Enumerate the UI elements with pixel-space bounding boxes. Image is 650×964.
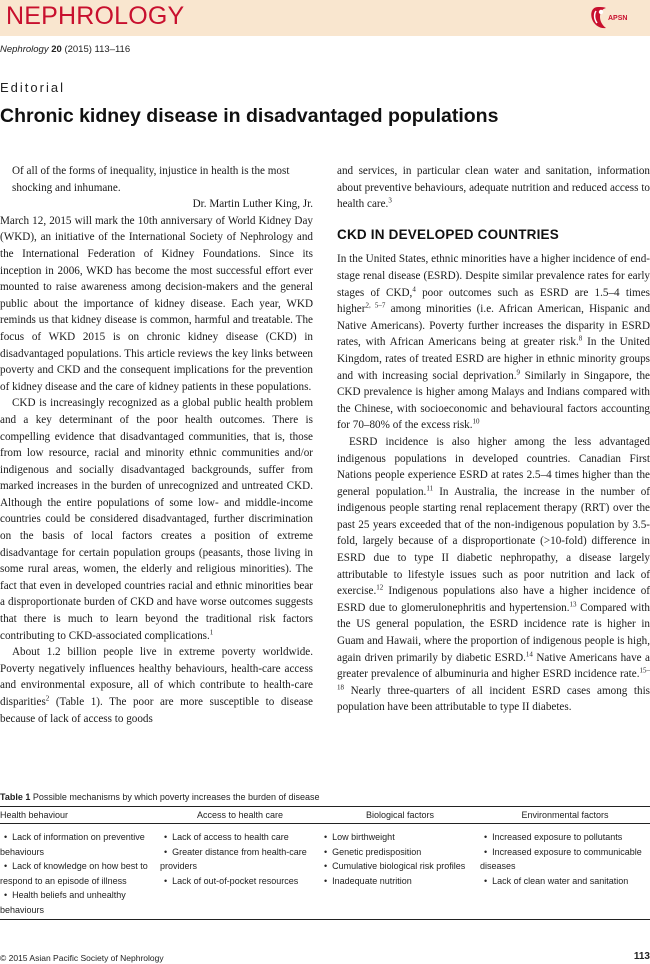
list-item: • Lack of access to health care <box>160 830 316 845</box>
epigraph-quote: Of all of the forms of inequality, injustice in health is the most shocking and inhumane. <box>12 165 290 194</box>
section-label: Editorial <box>0 80 65 95</box>
body-paragraph: CKD is increasingly recognized as a global public health problem and a key determinant of the poor health outcomes. There is compelling evidence that disadvantaged communities, that is, those from low resource, racial and minority ethnic communities and/or indigenous and socially disadvantaged backgrounds, suffer from marked increases in the burden of unrecognized and untreated CKD. Although the entire populations of some low- and middle-income countries could be considered disadvantaged, further discrimination on the basis of local factors creates a position of extreme disadvantage for certain population groups (peasants, those living in some rural areas, women, the elderly and religious minorities). The fact that even in developed countries racial and ethnic minorities bear a disproportionate burden of CKD and have worse outcomes suggests that there is much to learn beyond the traditional risk factors contributing to CKD-associated complications.$^1$ <box>0 397 313 642</box>
table-cell-access <box>160 824 320 920</box>
table-1 <box>0 792 650 920</box>
list-item: • Inadequate nutrition <box>320 874 476 889</box>
list-item: • Genetic predisposition <box>320 845 476 860</box>
logo-text: APSN <box>608 15 628 22</box>
list-item: • Increased exposure to communicable diseases <box>480 845 646 874</box>
right-column <box>337 163 650 716</box>
body-paragraph: and services, in particular clean water and sanitation, information about preventive behaviours, adequate nutrition and reduced access to health care.$^3$ <box>337 165 650 211</box>
list-item: • Lack of out-of-pocket resources <box>160 874 316 889</box>
table-cell-biological <box>320 824 480 920</box>
list-item: • Health beliefs and unhealthy behaviours <box>0 888 156 917</box>
body-paragraph: ESRD incidence is also higher among the less advantaged indigenous populations in developed countries. Canadian First Nations people experience ESRD at rates 2.5–4 times higher than the general population.$^{11}$ In Australia, the increase in the number of indigenous people starting renal replacement therapy (RRT) over the past 25 years exceeded that of the non-indigenous population by 3.5-fold, largely because of a disproportionate (>10-fold) difference in ESRD due to type II diabetic nephropathy, a disease largely attributable to lifestyle issues such as poor nutrition and lack of exercise.$^{12}$ Indigenous populations also have a higher incidence of ESRD due to glomerulonephritis and hypertension.$^{13}$ Compared with the US general population, the ESRD incidence rate is higher in Guam and Hawaii, where the proportion of indigenous people is high, again driven primarily by diabetic ESRD.$^{14}$ Native Americans have a greater prevalence of albuminuria and higher ESRD incidence rate.$^{15-18}$ Nearly three-quarters of all incident ESRD cases among this population have been attributable to type II diabetes. <box>337 435 650 714</box>
citation-volume: 20 <box>51 44 62 55</box>
table-caption: Table 1 Possible mechanisms by which poverty increases the burden of disease <box>0 792 320 802</box>
body-paragraph: About 1.2 billion people live in extreme poverty worldwide. Poverty negatively influences healthy behaviours, health-care access and environmental exposure, all of which contribute to health-care disparities$^2$ (Table 1). The poor are more susceptible to disease because of lack of access to goods <box>0 646 313 725</box>
list-item: • Increased exposure to pollutants <box>480 830 646 845</box>
table-header: Access to health care <box>160 807 320 824</box>
table-bottom-rule <box>0 919 650 920</box>
table-header: Environmental factors <box>480 807 650 824</box>
citation-rest: (2015) 113–116 <box>61 44 131 55</box>
page-number: 113 <box>633 951 650 962</box>
table-header: Health behaviour <box>0 807 160 824</box>
list-item: • Low birthweight <box>320 830 476 845</box>
table-cell-health-behaviour <box>0 824 160 920</box>
left-column <box>0 163 313 727</box>
list-item: • Greater distance from health-care providers <box>160 845 316 874</box>
table-header: Biological factors <box>320 807 480 824</box>
article-title: Chronic kidney disease in disadvantaged populations <box>0 105 499 127</box>
citation-journal: Nephrology <box>0 44 49 55</box>
epigraph-author: Dr. Martin Luther King, Jr. <box>192 198 313 211</box>
list-item: • Lack of knowledge on how best to respond to an episode of illness <box>0 859 156 888</box>
body-paragraph: March 12, 2015 will mark the 10th anniversary of World Kidney Day (WKD), an initiative of the International Society of Nephrology and the International Federation of Kidney Foundations. Since its inception in 2006, WKD has become the most successful effort ever mounted to raise awareness among decision-makers and the general public about the importance of kidney disease. Each year, WKD reminds us that kidney disease is common, harmful and treatable. The focus of WKD 2015 is on chronic kidney disease (CKD) in disadvantaged populations. This article reviews the key links between poverty and CKD and the consequent implications for the prevention of kidney disease and the care of kidney patients in these populations. <box>0 214 313 393</box>
table-cell-environmental <box>480 824 650 920</box>
mechanisms-table <box>0 806 650 919</box>
list-item: • Lack of clean water and sanitation <box>480 874 646 889</box>
citation-line <box>0 44 130 55</box>
list-item: • Lack of information on preventive behaviours <box>0 830 156 859</box>
section-heading: CKD IN DEVELOPED COUNTRIES <box>337 226 559 242</box>
journal-name: NEPHROLOGY <box>6 2 185 30</box>
copyright: © 2015 Asian Pacific Society of Nephrology <box>0 953 164 963</box>
body-paragraph: In the United States, ethnic minorities have a higher incidence of end-stage renal disease (ESRD). Despite similar prevalence rates for early stages of CKD,$^4$ poor outcomes such as ESRD are 1.5–4 times higher$^{2, 5-7}$ among minorities (i.e. African American, Hispanic and Native Americans). Poverty further increases the disparity in ESRD rates, with African Americans being at greater risk.$^8$ In the United Kingdom, rates of treated ESRD are higher in ethnic minority groups and with increasing social deprivation.$^9$ Similarly in Singapore, the CKD prevalence is higher among Malays and Indians compared with the Chinese, with socioeconomic and behavioural factors accounting for 70–80% of the excess risk.$^{10}$ <box>337 253 650 432</box>
list-item: • Cumulative biological risk profiles <box>320 859 476 874</box>
